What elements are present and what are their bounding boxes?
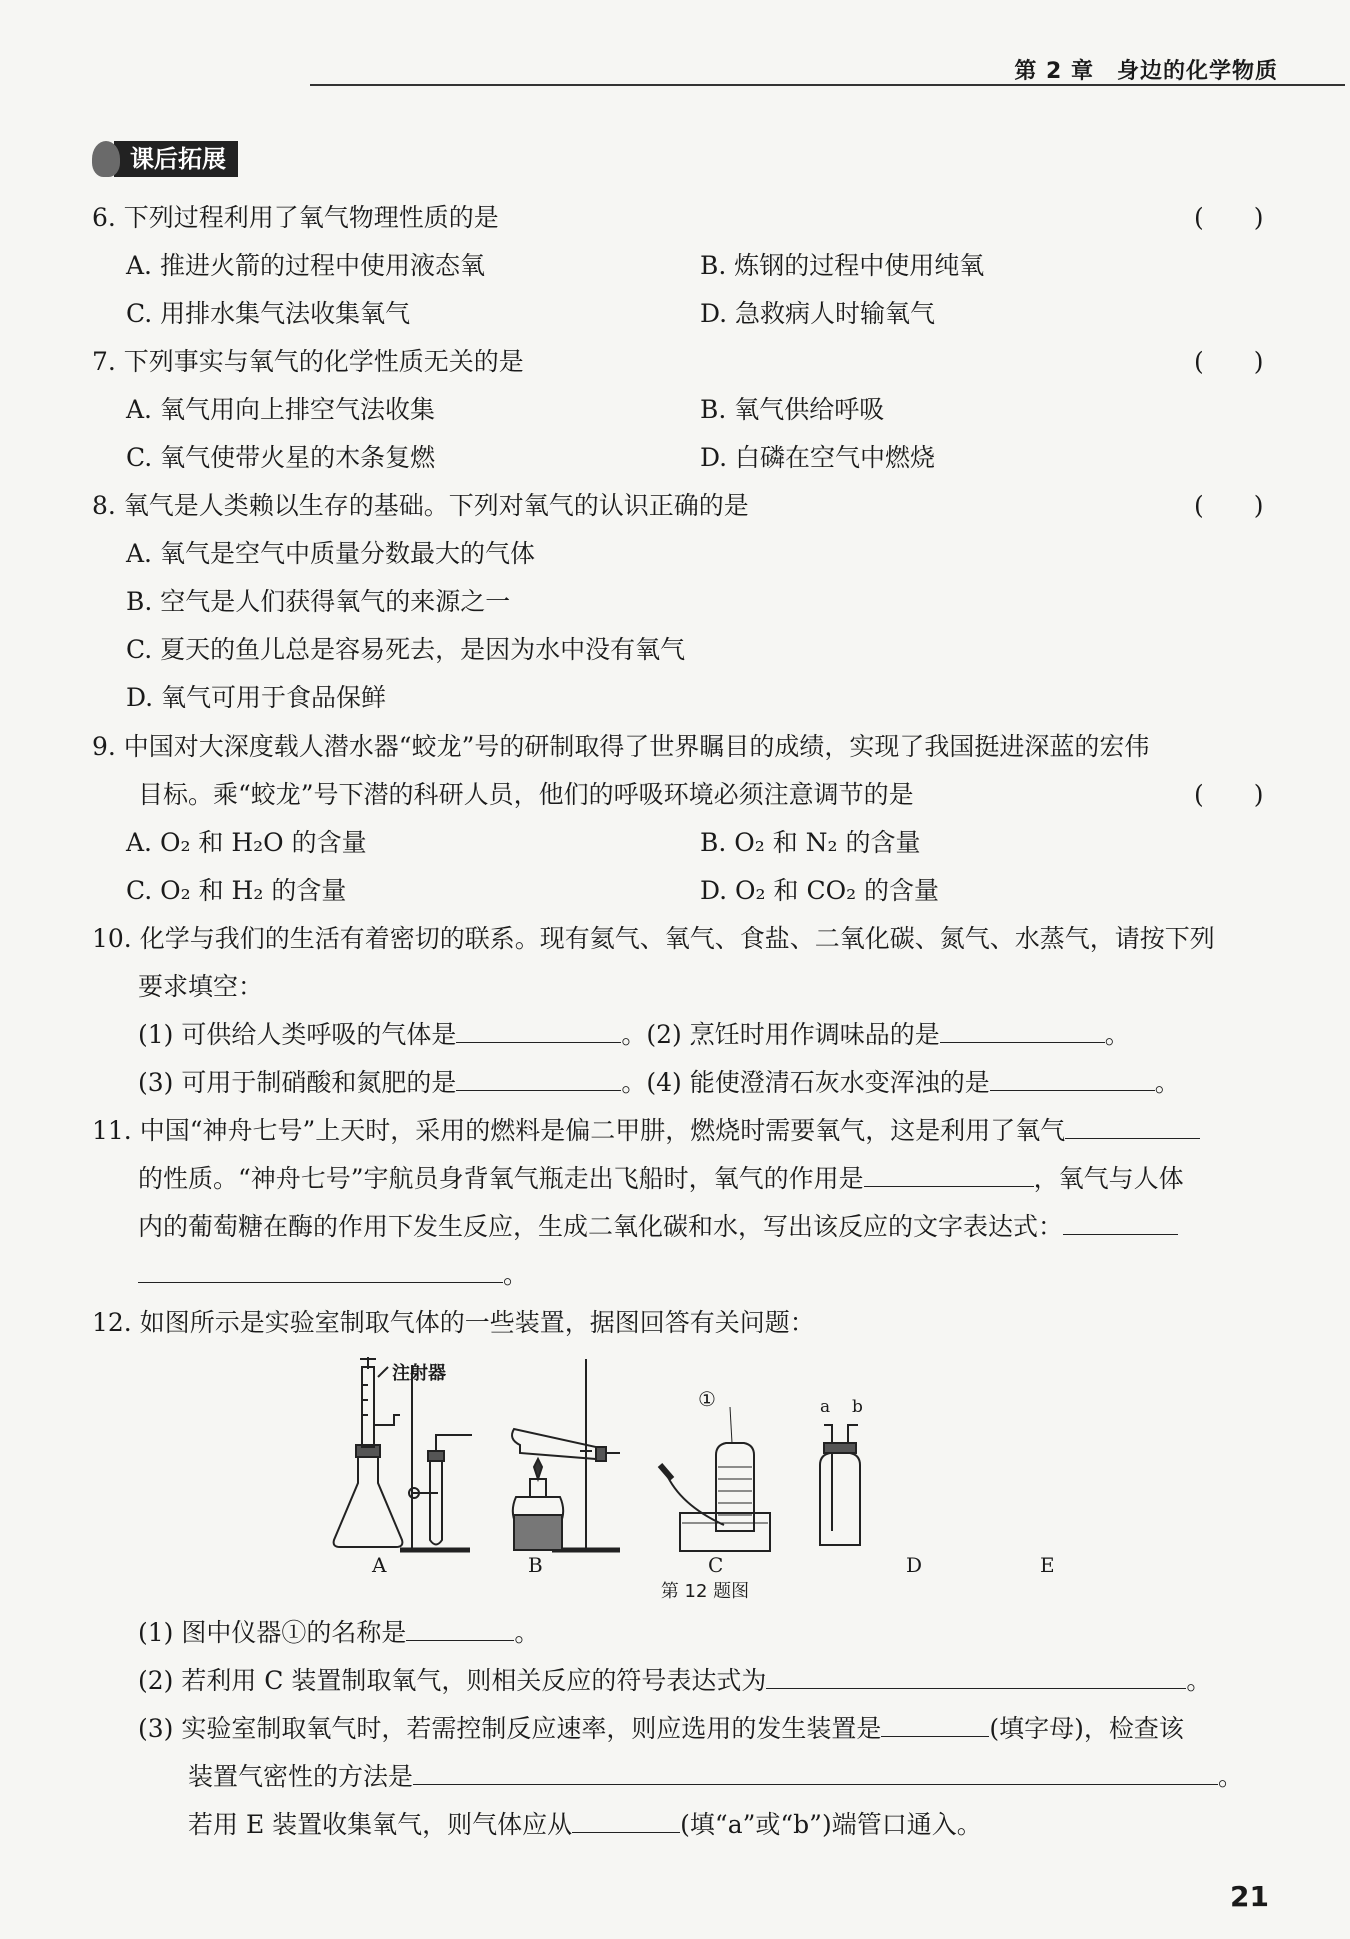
q10-blank-1[interactable] [456,1020,621,1043]
figure-caption: 第 12 题图 [660,1581,750,1602]
q12-part3-line2 [188,1762,1243,1792]
q10-part-1-2 [138,1020,1130,1050]
q10-blank-3[interactable] [456,1068,621,1091]
q11-line1 [92,1116,1200,1146]
q12-stem: 12. 如图所示是实验室制取气体的一些装置，据图回答有关问题： [92,1308,815,1337]
port-a-label: a [820,1397,831,1417]
q8-option-c: C. 夏天的鱼儿总是容易死去，是因为水中没有氧气 [126,635,686,664]
q8-stem: 8. 氧气是人类赖以生存的基础。下列对氧气的认识正确的是 [92,491,749,520]
q9-option-c: C. O₂ 和 H₂ 的含量 [126,876,347,905]
q9-option-b: B. O₂ 和 N₂ 的含量 [700,828,921,857]
q12-part3d-text: 若用 E 装置收集氧气，则气体应从 [188,1810,573,1839]
q12-part3c-text: 装置气密性的方法是 [188,1762,414,1791]
q12-part2 [138,1666,1211,1696]
q11-blank-3b[interactable] [138,1260,503,1283]
q12-part2-text: (2) 若利用 C 装置制取氧气，则相关反应的符号表达式为 [138,1666,767,1695]
q12-blank-1[interactable] [406,1618,514,1641]
circle-one-label: ① [698,1387,716,1411]
q12-blank-4[interactable] [413,1762,1218,1785]
q10-stem-line2: 要求填空： [138,972,264,1001]
q11-line3 [138,1212,1178,1242]
q10-part-3-4 [138,1068,1180,1098]
q10-blank-4[interactable] [990,1068,1155,1091]
chapter-header: 第 2 章 身边的化学物质 [1014,59,1278,84]
apparatus-b-test-tube-stand [400,1365,472,1550]
q12-part1-text: (1) 图中仪器①的名称是 [138,1618,407,1647]
q7-answer-paren: ( ) [1194,347,1264,376]
q12-part3a-text: (3) 实验室制取氧气时，若需控制反应速率，则应选用的发生装置是 [138,1714,882,1743]
q10-stem-line1: 10. 化学与我们的生活有着密切的联系。现有氦气、氧气、食盐、二氧化碳、氮气、水蒸气，请按下列 [92,924,1215,953]
label-b: B [528,1553,543,1577]
q10-end-1: 。 [1104,1020,1130,1049]
q11-end: 。 [503,1260,529,1289]
q11-blank-2[interactable] [864,1164,1034,1187]
q11-line3-text: 内的葡萄糖在酶的作用下发生反应，生成二氧化碳和水，写出该反应的文字表达式： [138,1212,1064,1241]
q9-option-a: A. O₂ 和 H₂O 的含量 [126,828,367,857]
q9-option-d: D. O₂ 和 CO₂ 的含量 [700,876,940,905]
q11-blank-1[interactable] [1065,1116,1200,1139]
q12-part3-end: 。 [1218,1762,1244,1791]
label-c: C [708,1553,724,1577]
section-badge [92,140,238,178]
q6-option-b: B. 炼钢的过程中使用纯氧 [700,251,985,280]
q12-part2-end: 。 [1186,1666,1212,1695]
q12-blank-5[interactable] [572,1810,680,1833]
port-b-label: b [852,1397,863,1417]
page-number: 21 [1230,1880,1269,1913]
q10-end-2: 。 [1154,1068,1180,1097]
apparatus-e-gas-bottle [820,1425,860,1545]
q9-stem-line1: 9. 中国对大深度载人潜水器“蛟龙”号的研制取得了世界瞩目的成绩，实现了我国挺进深蓝的宏伟 [92,732,1150,761]
q10-part2-text: 。(2) 烹饪时用作调味品的是 [621,1020,940,1049]
q12-part3-line3 [188,1810,982,1840]
q7-option-b: B. 氧气供给呼吸 [700,395,885,424]
q12-blank-3[interactable] [881,1714,989,1737]
q12-part3e-text: (填“a”或“b”)端管口通入。 [680,1810,982,1839]
q7-stem: 7. 下列事实与氧气的化学性质无关的是 [92,347,524,376]
q6-option-a: A. 推进火箭的过程中使用液态氧 [126,251,485,280]
apparatus-d-water-collection [660,1407,770,1551]
q11-line1-text: 11. 中国“神舟七号”上天时，采用的燃料是偏二甲肼，燃烧时需要氧气，这是利用了氧气 [92,1116,1066,1145]
q8-answer-paren: ( ) [1194,491,1264,520]
q8-option-d: D. 氧气可用于食品保鲜 [126,683,387,712]
q11-line2a-text: 的性质。“神舟七号”宇航员身背氧气瓶走出飞船时，氧气的作用是 [138,1164,864,1193]
syringe-label: 注射器 [392,1363,446,1384]
q6-option-c: C. 用排水集气法收集氧气 [126,299,411,328]
q12-part3-line1 [138,1714,1184,1744]
apparatus-c-heating-setup [512,1359,620,1550]
q12-figure [320,1355,1090,1605]
q7-option-c: C. 氧气使带火星的木条复燃 [126,443,436,472]
label-e: E [1040,1553,1055,1577]
q12-part1-end: 。 [514,1618,540,1647]
q8-option-b: B. 空气是人们获得氧气的来源之一 [126,587,511,616]
q11-line2 [138,1164,1184,1194]
q9-answer-paren: ( ) [1194,780,1264,809]
q12-blank-2[interactable] [766,1666,1186,1689]
q12-part1 [138,1618,539,1648]
q12-part3b-text: (填字母)，检查该 [989,1714,1184,1743]
q11-line2b-text: ，氧气与人体 [1033,1164,1184,1193]
q11-blank-3a[interactable] [1063,1212,1178,1235]
q10-part1-text: (1) 可供给人类呼吸的气体是 [138,1020,457,1049]
q10-part3-text: (3) 可用于制硝酸和氮肥的是 [138,1068,457,1097]
section-badge-label: 课后拓展 [114,141,238,177]
q7-option-a: A. 氧气用向上排空气法收集 [126,395,435,424]
label-a: A [372,1553,387,1577]
q10-blank-2[interactable] [940,1020,1105,1043]
q6-answer-paren: ( ) [1194,203,1264,232]
q11-line4 [138,1260,528,1290]
label-d: D [906,1553,923,1577]
q10-part4-text: 。(4) 能使澄清石灰水变浑浊的是 [621,1068,990,1097]
apparatus-a-flask-syringe [334,1357,403,1547]
q6-stem: 6. 下列过程利用了氧气物理性质的是 [92,203,499,232]
header-rule [310,84,1345,86]
q8-option-a: A. 氧气是空气中质量分数最大的气体 [126,539,535,568]
bulb-icon [92,141,120,177]
q6-option-d: D. 急救病人时输氧气 [700,299,936,328]
q7-option-d: D. 白磷在空气中燃烧 [700,443,936,472]
q9-stem-line2: 目标。乘“蛟龙”号下潜的科研人员，他们的呼吸环境必须注意调节的是 [138,780,914,809]
